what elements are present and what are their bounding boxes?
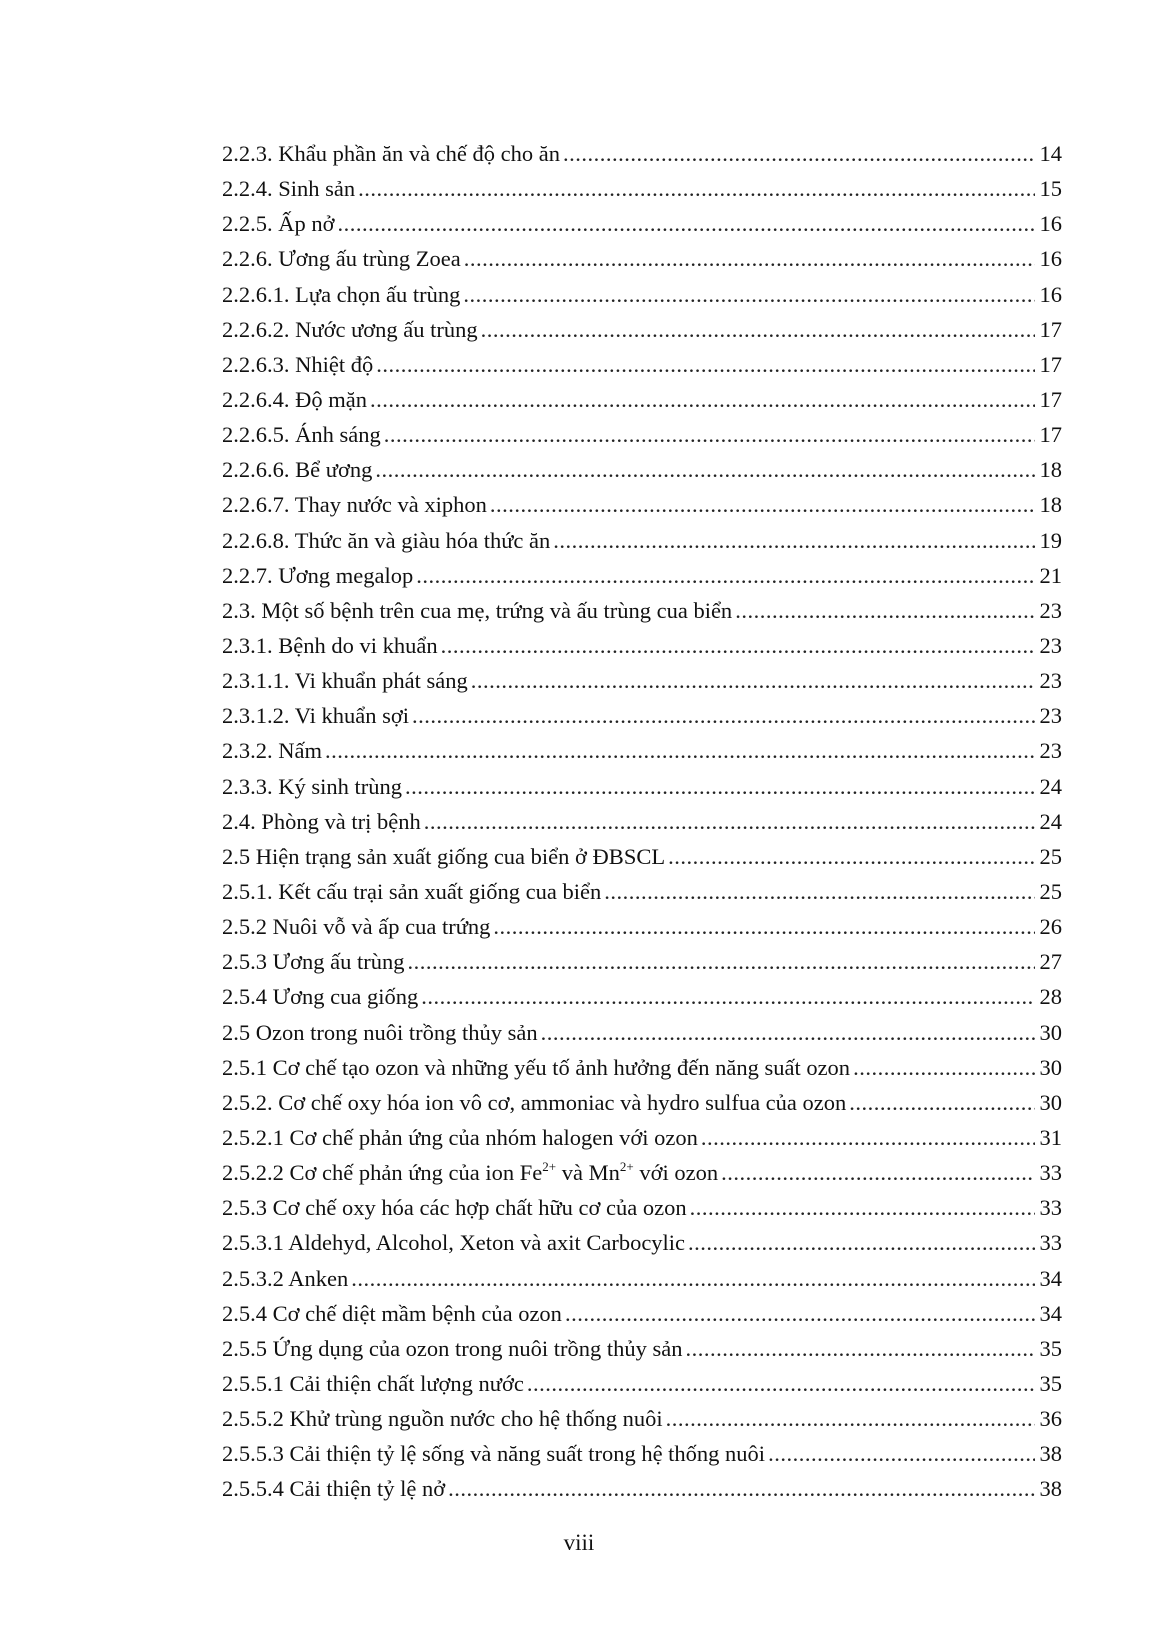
- toc-entry-page: 34: [1039, 1300, 1062, 1326]
- toc-entry-title: 2.5.3 Ương ấu trùng: [222, 949, 405, 975]
- toc-entry: [222, 804, 1062, 839]
- toc-entry-page: 15: [1039, 176, 1062, 202]
- toc-entry: [222, 1296, 1062, 1331]
- dot-leader: [358, 171, 1035, 206]
- toc-entry-title: 2.5.5.3 Cải thiện tỷ lệ sống và năng suất trong hệ thống nuôi: [222, 1441, 766, 1467]
- toc-entry-title: 2.2.4. Sinh sản: [222, 176, 356, 202]
- dot-leader: [464, 241, 1035, 276]
- dot-leader: [721, 1155, 1035, 1190]
- toc-entry-title: 2.5.5.4 Cải thiện tỷ lệ nở: [222, 1476, 446, 1502]
- dot-leader: [370, 382, 1035, 417]
- toc-entry-page: 14: [1039, 141, 1062, 166]
- dot-leader: [448, 1471, 1035, 1506]
- toc-entry: [222, 347, 1062, 382]
- toc-entry-title: 2.5.2.2 Cơ chế phản ứng của ion $Fe^{2+}$ và $Mn^{2+}$ với ozon: [222, 1159, 719, 1186]
- dot-leader: [666, 1401, 1035, 1436]
- toc-entry-title: 2.2.6.7. Thay nước và xiphon: [222, 492, 487, 518]
- toc-entry: [222, 1471, 1062, 1506]
- toc-entry-page: 27: [1039, 949, 1062, 975]
- toc-entry-page: 18: [1039, 457, 1062, 483]
- toc-entry-title: 2.5.2 Nuôi vỗ và ấp cua trứng: [222, 914, 491, 940]
- toc-entry-page: 30: [1039, 1019, 1062, 1045]
- toc-entry-title: 2.2.6.3. Nhiệt độ: [222, 351, 374, 377]
- toc-entry-page: 25: [1039, 843, 1062, 869]
- toc-entry-title: 2.3. Một số bệnh trên cua mẹ, trứng và ấu trùng cua biển: [222, 597, 733, 623]
- toc-entry: [222, 382, 1062, 417]
- toc-entry-title: 2.5.5.1 Cải thiện chất lượng nước: [222, 1370, 524, 1396]
- toc-entry: [222, 663, 1062, 698]
- toc-entry-title: 2.2.5. Ấp nở: [222, 211, 335, 237]
- toc-entry: [222, 874, 1062, 909]
- toc-entry-title: 2.5.3 Cơ chế oxy hóa các hợp chất hữu cơ của ozon: [222, 1195, 687, 1221]
- toc-entry-title: 2.2.6.8. Thức ăn và giàu hóa thức ăn: [222, 527, 551, 553]
- dot-leader: [701, 1120, 1035, 1155]
- dot-leader: [376, 347, 1035, 382]
- dot-leader: [565, 1296, 1035, 1331]
- dot-leader: [849, 1085, 1035, 1120]
- dot-leader: [735, 593, 1035, 628]
- toc-entry-title: 2.5 Ozon trong nuôi trồng thủy sản: [222, 1019, 538, 1045]
- page-number: viii: [563, 1530, 595, 1555]
- dot-leader: [690, 1190, 1035, 1225]
- dot-leader: [421, 979, 1035, 1014]
- toc-entry: [222, 1331, 1062, 1366]
- toc-entry-page: 25: [1039, 878, 1062, 904]
- superscript-charge: 2+: [542, 1159, 557, 1175]
- toc-entry: [222, 1155, 1062, 1190]
- toc-entry: [222, 1085, 1062, 1120]
- toc-entry-page: 16: [1039, 211, 1062, 237]
- dot-leader: [407, 944, 1035, 979]
- toc-entry: [222, 206, 1062, 241]
- toc-entry-page: 28: [1039, 984, 1062, 1010]
- toc-entry-page: 21: [1039, 562, 1062, 588]
- toc-entry: [222, 1190, 1062, 1225]
- toc-entry-title: 2.2.6.6. Bể ương: [222, 457, 373, 483]
- toc-entry: [222, 593, 1062, 628]
- toc-entry: [222, 909, 1062, 944]
- dot-leader: [375, 452, 1035, 487]
- toc-entry: [222, 1225, 1062, 1260]
- toc-entry-page: 30: [1039, 1089, 1062, 1115]
- toc-entry: [222, 1261, 1062, 1296]
- dot-leader: [351, 1261, 1035, 1296]
- toc-entry: [222, 277, 1062, 312]
- toc-entry-page: 23: [1039, 738, 1062, 764]
- dot-leader: [463, 277, 1035, 312]
- toc-entry-title: 2.2.3. Khẩu phần ăn và chế độ cho ăn: [222, 141, 561, 166]
- toc-entry: [222, 417, 1062, 452]
- toc-entry: [222, 452, 1062, 487]
- toc-entry-title: 2.5.4 Cơ chế diệt mầm bệnh của ozon: [222, 1300, 562, 1326]
- toc-entry: [222, 698, 1062, 733]
- table-of-contents: [222, 136, 1062, 1506]
- toc-entry-page: 16: [1039, 281, 1062, 307]
- toc-entry-page: 16: [1039, 246, 1062, 272]
- toc-entry-page: 33: [1039, 1230, 1062, 1256]
- dot-leader: [441, 628, 1035, 663]
- toc-entry-title: 2.5.5 Ứng dụng của ozon trong nuôi trồng thủy sản: [222, 1335, 683, 1361]
- toc-entry-page: 34: [1039, 1265, 1062, 1291]
- toc-entry-page: 23: [1039, 632, 1062, 658]
- toc-entry-title: 2.5.1 Cơ chế tạo ozon và những yếu tố ảnh hưởng đến năng suất ozon: [222, 1054, 851, 1080]
- toc-entry-title: 2.3.1.1. Vi khuẩn phát sáng: [222, 668, 468, 694]
- toc-entry-page: 30: [1039, 1054, 1062, 1080]
- toc-entry-title: 2.4. Phòng và trị bệnh: [222, 808, 421, 834]
- dot-leader: [668, 839, 1035, 874]
- toc-entry: [222, 979, 1062, 1014]
- dot-leader: [424, 804, 1035, 839]
- toc-entry-page: 17: [1039, 316, 1062, 342]
- dot-leader: [405, 769, 1035, 804]
- toc-entry-page: 23: [1039, 668, 1062, 694]
- dot-leader: [688, 1225, 1035, 1260]
- toc-entry-title: 2.5 Hiện trạng sản xuất giống cua biển ở ĐBSCL: [222, 843, 666, 869]
- toc-entry-title: 2.5.3.1 Aldehyd, Alcohol, Xeton và axit Carbocylic: [222, 1230, 686, 1256]
- dot-leader: [471, 663, 1035, 698]
- toc-entry: [222, 1120, 1062, 1155]
- toc-entry-page: 35: [1039, 1370, 1062, 1396]
- toc-entry-page: 24: [1039, 808, 1062, 834]
- toc-entry-page: 23: [1039, 703, 1062, 729]
- toc-entry-title: 2.5.1. Kết cấu trại sản xuất giống cua biển: [222, 878, 602, 904]
- dot-leader: [527, 1366, 1035, 1401]
- dot-leader: [481, 312, 1035, 347]
- toc-entry: [222, 487, 1062, 522]
- toc-entry-page: 17: [1039, 351, 1062, 377]
- toc-entry-title: 2.3.1. Bệnh do vi khuẩn: [222, 632, 438, 658]
- toc-entry: [222, 1401, 1062, 1436]
- dot-leader: [563, 136, 1035, 171]
- toc-entry-title: 2.5.2. Cơ chế oxy hóa ion vô cơ, ammoniac và hydro sulfua của ozon: [222, 1089, 847, 1115]
- dot-leader: [541, 1015, 1035, 1050]
- toc-entry-page: 38: [1039, 1441, 1062, 1467]
- toc-entry-title: 2.5.4 Ương cua giống: [222, 984, 419, 1010]
- toc-entry-page: 17: [1039, 386, 1062, 412]
- toc-entry: [222, 558, 1062, 593]
- dot-leader: [412, 698, 1035, 733]
- toc-entry: [222, 1436, 1062, 1471]
- toc-entry: [222, 523, 1062, 558]
- dot-leader: [686, 1331, 1035, 1366]
- toc-entry: [222, 1015, 1062, 1050]
- toc-entry-page: 36: [1039, 1406, 1062, 1432]
- toc-entry-title: 2.3.3. Ký sinh trùng: [222, 773, 402, 799]
- toc-entry-page: 24: [1039, 773, 1062, 799]
- toc-entry-page: 33: [1039, 1160, 1062, 1186]
- toc-entry: [222, 769, 1062, 804]
- dot-leader: [416, 558, 1035, 593]
- toc-entry-page: 19: [1039, 527, 1062, 553]
- toc-entry-page: 31: [1039, 1124, 1062, 1150]
- toc-entry-title: 2.5.5.2 Khử trùng nguồn nước cho hệ thống nuôi: [222, 1406, 663, 1432]
- dot-leader: [490, 487, 1035, 522]
- toc-entry: [222, 241, 1062, 276]
- toc-entry-page: 35: [1039, 1335, 1062, 1361]
- toc-entry: [222, 171, 1062, 206]
- toc-entry-title: 2.3.1.2. Vi khuẩn sợi: [222, 703, 410, 729]
- toc-entry: [222, 839, 1062, 874]
- toc-entry-page: 18: [1039, 492, 1062, 518]
- superscript-charge: 2+: [619, 1159, 634, 1175]
- dot-leader: [325, 733, 1035, 768]
- dot-leader: [853, 1050, 1035, 1085]
- toc-entry-page: 23: [1039, 597, 1062, 623]
- toc-entry: [222, 628, 1062, 663]
- toc-entry: [222, 733, 1062, 768]
- toc-entry: [222, 136, 1062, 171]
- toc-entry-title: 2.2.6.4. Độ mặn: [222, 386, 367, 412]
- toc-entry: [222, 312, 1062, 347]
- toc-entry-title: 2.2.6.5. Ánh sáng: [222, 422, 381, 448]
- toc-entry: [222, 944, 1062, 979]
- toc-entry-page: 38: [1039, 1476, 1062, 1502]
- toc-entry-page: 26: [1039, 914, 1062, 940]
- dot-leader: [493, 909, 1035, 944]
- dot-leader: [553, 523, 1035, 558]
- toc-entry-title: 2.2.7. Ương megalop: [222, 562, 414, 588]
- toc-entry-title: 2.5.3.2 Anken: [222, 1265, 349, 1291]
- dot-leader: [604, 874, 1035, 909]
- toc-entry-title: 2.2.6.2. Nước ương ấu trùng: [222, 316, 478, 342]
- toc-entry: [222, 1050, 1062, 1085]
- toc-entry-title: 2.2.6.1. Lựa chọn ấu trùng: [222, 281, 461, 307]
- toc-entry: [222, 1366, 1062, 1401]
- dot-leader: [384, 417, 1035, 452]
- toc-entry-title: 2.5.2.1 Cơ chế phản ứng của nhóm halogen với ozon: [222, 1124, 698, 1150]
- toc-entry-page: 17: [1039, 422, 1062, 448]
- dot-leader: [768, 1436, 1035, 1471]
- dot-leader: [338, 206, 1035, 241]
- toc-entry-title: 2.3.2. Nấm: [222, 738, 322, 764]
- toc-entry-page: 33: [1039, 1195, 1062, 1221]
- toc-entry-title: 2.2.6. Ương ấu trùng Zoea: [222, 246, 461, 272]
